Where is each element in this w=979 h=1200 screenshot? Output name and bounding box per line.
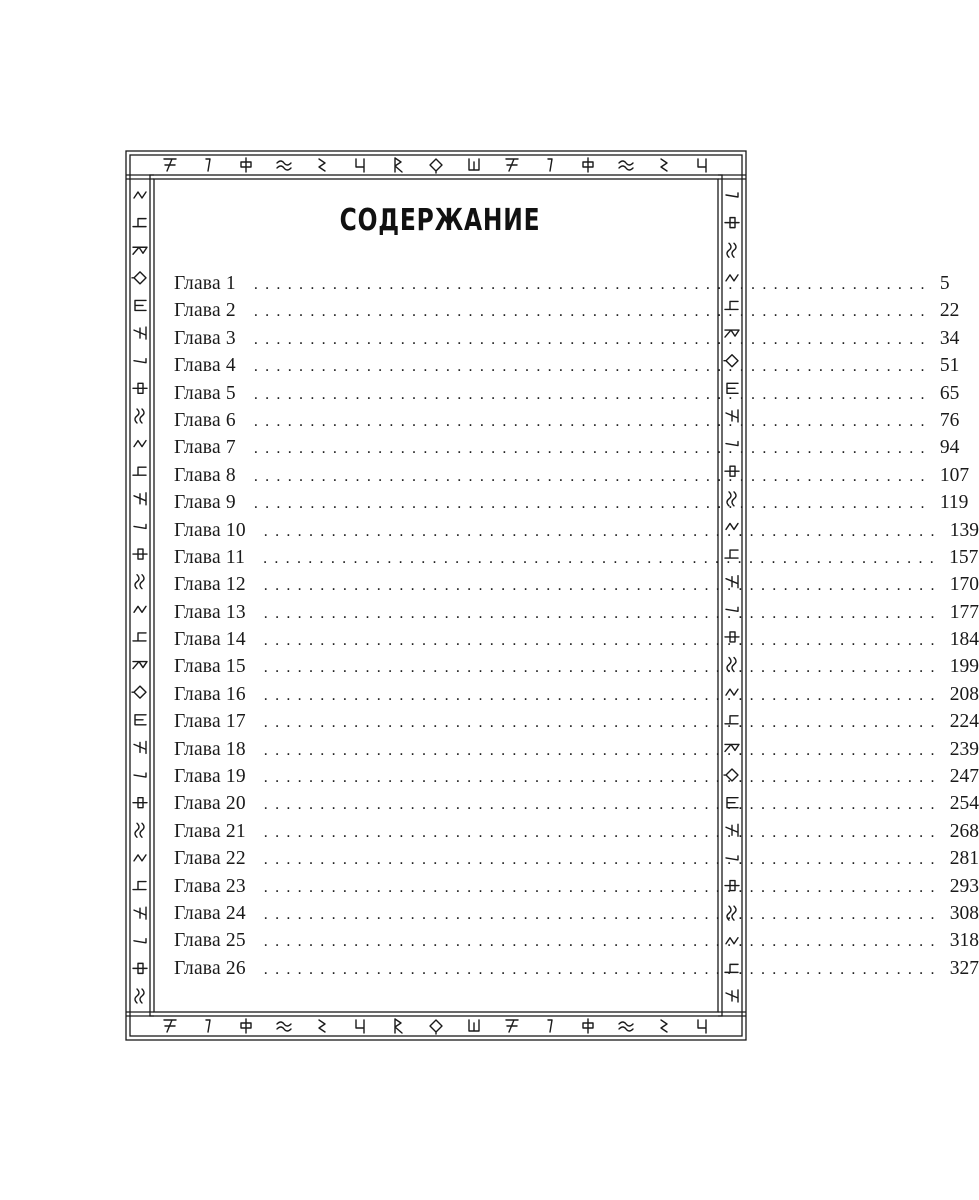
toc-row[interactable] — [174, 656, 979, 683]
toc-row[interactable] — [174, 793, 979, 820]
dot-leader: ............................................................ — [263, 714, 942, 732]
page-number: 107 — [939, 464, 970, 486]
right-border-rune — [726, 990, 738, 1002]
page-number: 208 — [949, 683, 979, 705]
toc-row[interactable] — [174, 382, 960, 410]
left-border-rune — [134, 493, 146, 505]
toc-row[interactable] — [174, 437, 960, 464]
chapter-label: Глава 6 — [174, 409, 236, 431]
bottom-border-rune — [277, 1022, 291, 1031]
page-number: 308 — [949, 902, 979, 924]
dot-leader: ............................................................ — [253, 495, 932, 513]
dot-leader: ............................................................ — [263, 741, 942, 759]
left-border-rune — [135, 715, 146, 725]
bottom-border-rune — [164, 1020, 176, 1032]
top-border-rune — [164, 159, 176, 171]
chapter-label: Глава 3 — [174, 327, 236, 349]
top-border-rune — [548, 159, 552, 171]
left-border-rune — [135, 409, 144, 423]
dot-leader: ............................................................ — [263, 796, 942, 814]
chapter-label: Глава 23 — [174, 875, 246, 897]
chapter-label: Глава 17 — [174, 711, 246, 733]
page-number: 327 — [949, 957, 979, 979]
page-number: 157 — [949, 546, 979, 568]
page-number: 51 — [939, 355, 960, 377]
page-number: 139 — [949, 519, 979, 541]
dot-leader: ............................................................ — [263, 905, 942, 923]
dot-leader: ............................................................ — [263, 878, 942, 896]
chapter-label: Глава 1 — [174, 273, 236, 294]
page-number: 65 — [939, 382, 960, 404]
page-number: 224 — [949, 711, 979, 733]
left-border-rune — [134, 359, 146, 363]
chapter-label: Глава 12 — [174, 574, 246, 596]
left-border-rune — [134, 327, 146, 339]
bottom-border-rune — [469, 1020, 479, 1031]
toc-row[interactable] — [174, 738, 979, 766]
dot-leader: ............................................................ — [263, 851, 942, 869]
top-border-rune — [619, 161, 633, 170]
toc-row[interactable] — [174, 957, 979, 985]
toc-row[interactable] — [174, 902, 979, 930]
top-border-rune — [241, 158, 251, 172]
left-border-rune — [133, 383, 147, 393]
chapter-label: Глава 24 — [174, 902, 246, 924]
dot-leader: ............................................................ — [263, 549, 942, 567]
chapter-label: Глава 14 — [174, 629, 246, 651]
bottom-border-rune — [356, 1020, 364, 1033]
dot-leader: ............................................................ — [253, 358, 932, 376]
left-border-rune — [134, 524, 146, 528]
page-title: СОДЕРЖАНИЕ — [339, 203, 541, 238]
bottom-border-rune — [319, 1020, 325, 1032]
bottom-border-rune — [661, 1020, 667, 1032]
chapter-label: Глава 8 — [174, 464, 236, 486]
dot-leader: ............................................................ — [263, 769, 942, 787]
left-border-rune — [133, 549, 147, 559]
chapter-label: Глава 11 — [174, 546, 246, 568]
bottom-border-rune — [619, 1022, 633, 1031]
dot-leader: ............................................................ — [263, 522, 942, 540]
dot-leader: ............................................................ — [253, 385, 932, 403]
page-number: 239 — [949, 738, 979, 760]
dot-leader: ............................................................ — [263, 933, 942, 951]
toc-row[interactable] — [174, 355, 960, 382]
left-border-rune — [134, 907, 146, 919]
toc-row[interactable] — [174, 409, 960, 437]
left-border-rune — [132, 272, 146, 284]
left-border-rune — [134, 741, 146, 753]
chapter-label: Глава 10 — [174, 519, 246, 541]
dot-leader: ............................................................ — [263, 604, 942, 622]
chapter-label: Глава 22 — [174, 848, 246, 870]
chapter-label: Глава 4 — [174, 355, 236, 377]
page-number: 5 — [939, 273, 950, 294]
toc-row[interactable] — [174, 300, 960, 327]
dot-leader: ............................................................ — [253, 412, 932, 430]
chapter-label: Глава 21 — [174, 820, 246, 842]
left-border-rune — [133, 467, 146, 475]
page-number: 34 — [939, 327, 960, 349]
chapter-label: Глава 25 — [174, 930, 246, 952]
left-border-rune — [135, 300, 146, 310]
toc-row[interactable] — [174, 820, 979, 848]
chapter-label: Глава 13 — [174, 601, 246, 623]
right-border-rune — [726, 193, 738, 197]
left-border-rune — [133, 798, 147, 808]
toc-row[interactable] — [174, 848, 979, 875]
page-number: 177 — [949, 601, 979, 623]
page-number: 199 — [949, 656, 979, 678]
toc-row[interactable] — [174, 601, 979, 629]
toc-row[interactable] — [174, 629, 979, 656]
toc-row[interactable] — [174, 683, 979, 711]
toc-row[interactable] — [174, 519, 979, 547]
left-border-rune — [134, 441, 146, 447]
left-border-rune — [134, 606, 146, 612]
chapter-label: Глава 9 — [174, 492, 236, 514]
top-border-rune — [319, 159, 325, 171]
bottom-border-rune — [395, 1019, 402, 1033]
chapter-label: Глава 2 — [174, 300, 236, 322]
left-border-rune — [133, 633, 146, 641]
dot-leader: ............................................................ — [253, 467, 932, 485]
dot-leader: ............................................................ — [263, 577, 942, 595]
page-number: 293 — [949, 875, 979, 897]
top-border-rune — [430, 159, 442, 173]
page-number: 119 — [939, 492, 969, 514]
page-number: 170 — [949, 574, 979, 596]
page-number: 281 — [949, 848, 979, 870]
dot-leader: ............................................................ — [263, 960, 942, 978]
top-border-rune — [395, 158, 402, 172]
left-border-rune — [135, 989, 144, 1003]
toc-row[interactable] — [174, 273, 950, 300]
dot-leader: ............................................................ — [253, 330, 932, 348]
dot-leader: ............................................................ — [263, 659, 942, 677]
left-border-rune — [133, 963, 147, 973]
bottom-border-rune — [241, 1019, 251, 1033]
chapter-label: Глава 20 — [174, 793, 246, 815]
page-number: 247 — [949, 766, 979, 788]
page-number: 22 — [939, 300, 960, 322]
left-border-rune — [134, 855, 146, 861]
top-border-rune — [356, 159, 364, 172]
toc-row[interactable] — [174, 327, 960, 355]
chapter-label: Глава 19 — [174, 766, 246, 788]
dot-leader: ............................................................ — [263, 632, 942, 650]
bottom-border-rune — [430, 1020, 442, 1034]
dot-leader: ............................................................ — [253, 303, 932, 321]
page-number: 254 — [949, 793, 979, 815]
bottom-border-rune — [583, 1019, 593, 1033]
left-border-rune — [133, 882, 146, 890]
top-border-rune — [661, 159, 667, 171]
left-border-rune — [134, 939, 146, 943]
chapter-label: Глава 15 — [174, 656, 246, 678]
top-border-rune — [506, 159, 518, 171]
toc-row[interactable] — [174, 711, 979, 738]
chapter-label: Глава 16 — [174, 683, 246, 705]
left-border-rune — [134, 773, 146, 777]
left-border-rune — [135, 823, 144, 837]
left-border-rune — [133, 219, 146, 227]
toc-row[interactable] — [174, 875, 979, 903]
page-number: 318 — [949, 930, 979, 952]
page-number: 94 — [939, 437, 960, 459]
toc-row[interactable] — [174, 574, 979, 601]
toc-row[interactable] — [174, 546, 979, 574]
page-number: 268 — [949, 820, 979, 842]
left-border-rune — [135, 575, 144, 589]
left-border-rune — [133, 247, 147, 254]
left-border-rune — [134, 192, 146, 198]
page-number: 184 — [949, 629, 979, 651]
dot-leader: ............................................................ — [263, 823, 942, 841]
table-of-contents — [174, 273, 979, 985]
top-border-rune — [698, 159, 706, 172]
top-border-rune — [277, 161, 291, 170]
bottom-border-rune — [548, 1020, 552, 1032]
toc-row[interactable] — [174, 464, 970, 492]
top-border-rune — [469, 159, 479, 170]
dot-leader: ............................................................ — [263, 686, 942, 704]
chapter-label: Глава 7 — [174, 437, 236, 459]
toc-row[interactable] — [174, 766, 979, 793]
chapter-label: Глава 5 — [174, 382, 236, 404]
right-border-rune — [727, 243, 736, 257]
chapter-label: Глава 26 — [174, 957, 246, 979]
right-border-rune — [725, 218, 739, 228]
toc-row[interactable] — [174, 930, 979, 957]
bottom-border-rune — [506, 1020, 518, 1032]
page-number: 76 — [939, 409, 960, 431]
dot-leader: ............................................................ — [253, 440, 932, 458]
top-border-rune — [206, 159, 210, 171]
bottom-border-rune — [698, 1020, 706, 1033]
toc-row[interactable] — [174, 492, 969, 519]
dot-leader: ............................................................ — [253, 276, 932, 293]
chapter-label: Глава 18 — [174, 738, 246, 760]
bottom-border-rune — [206, 1020, 210, 1032]
left-border-rune — [133, 662, 147, 669]
left-border-rune — [132, 686, 146, 698]
top-border-rune — [583, 158, 593, 172]
